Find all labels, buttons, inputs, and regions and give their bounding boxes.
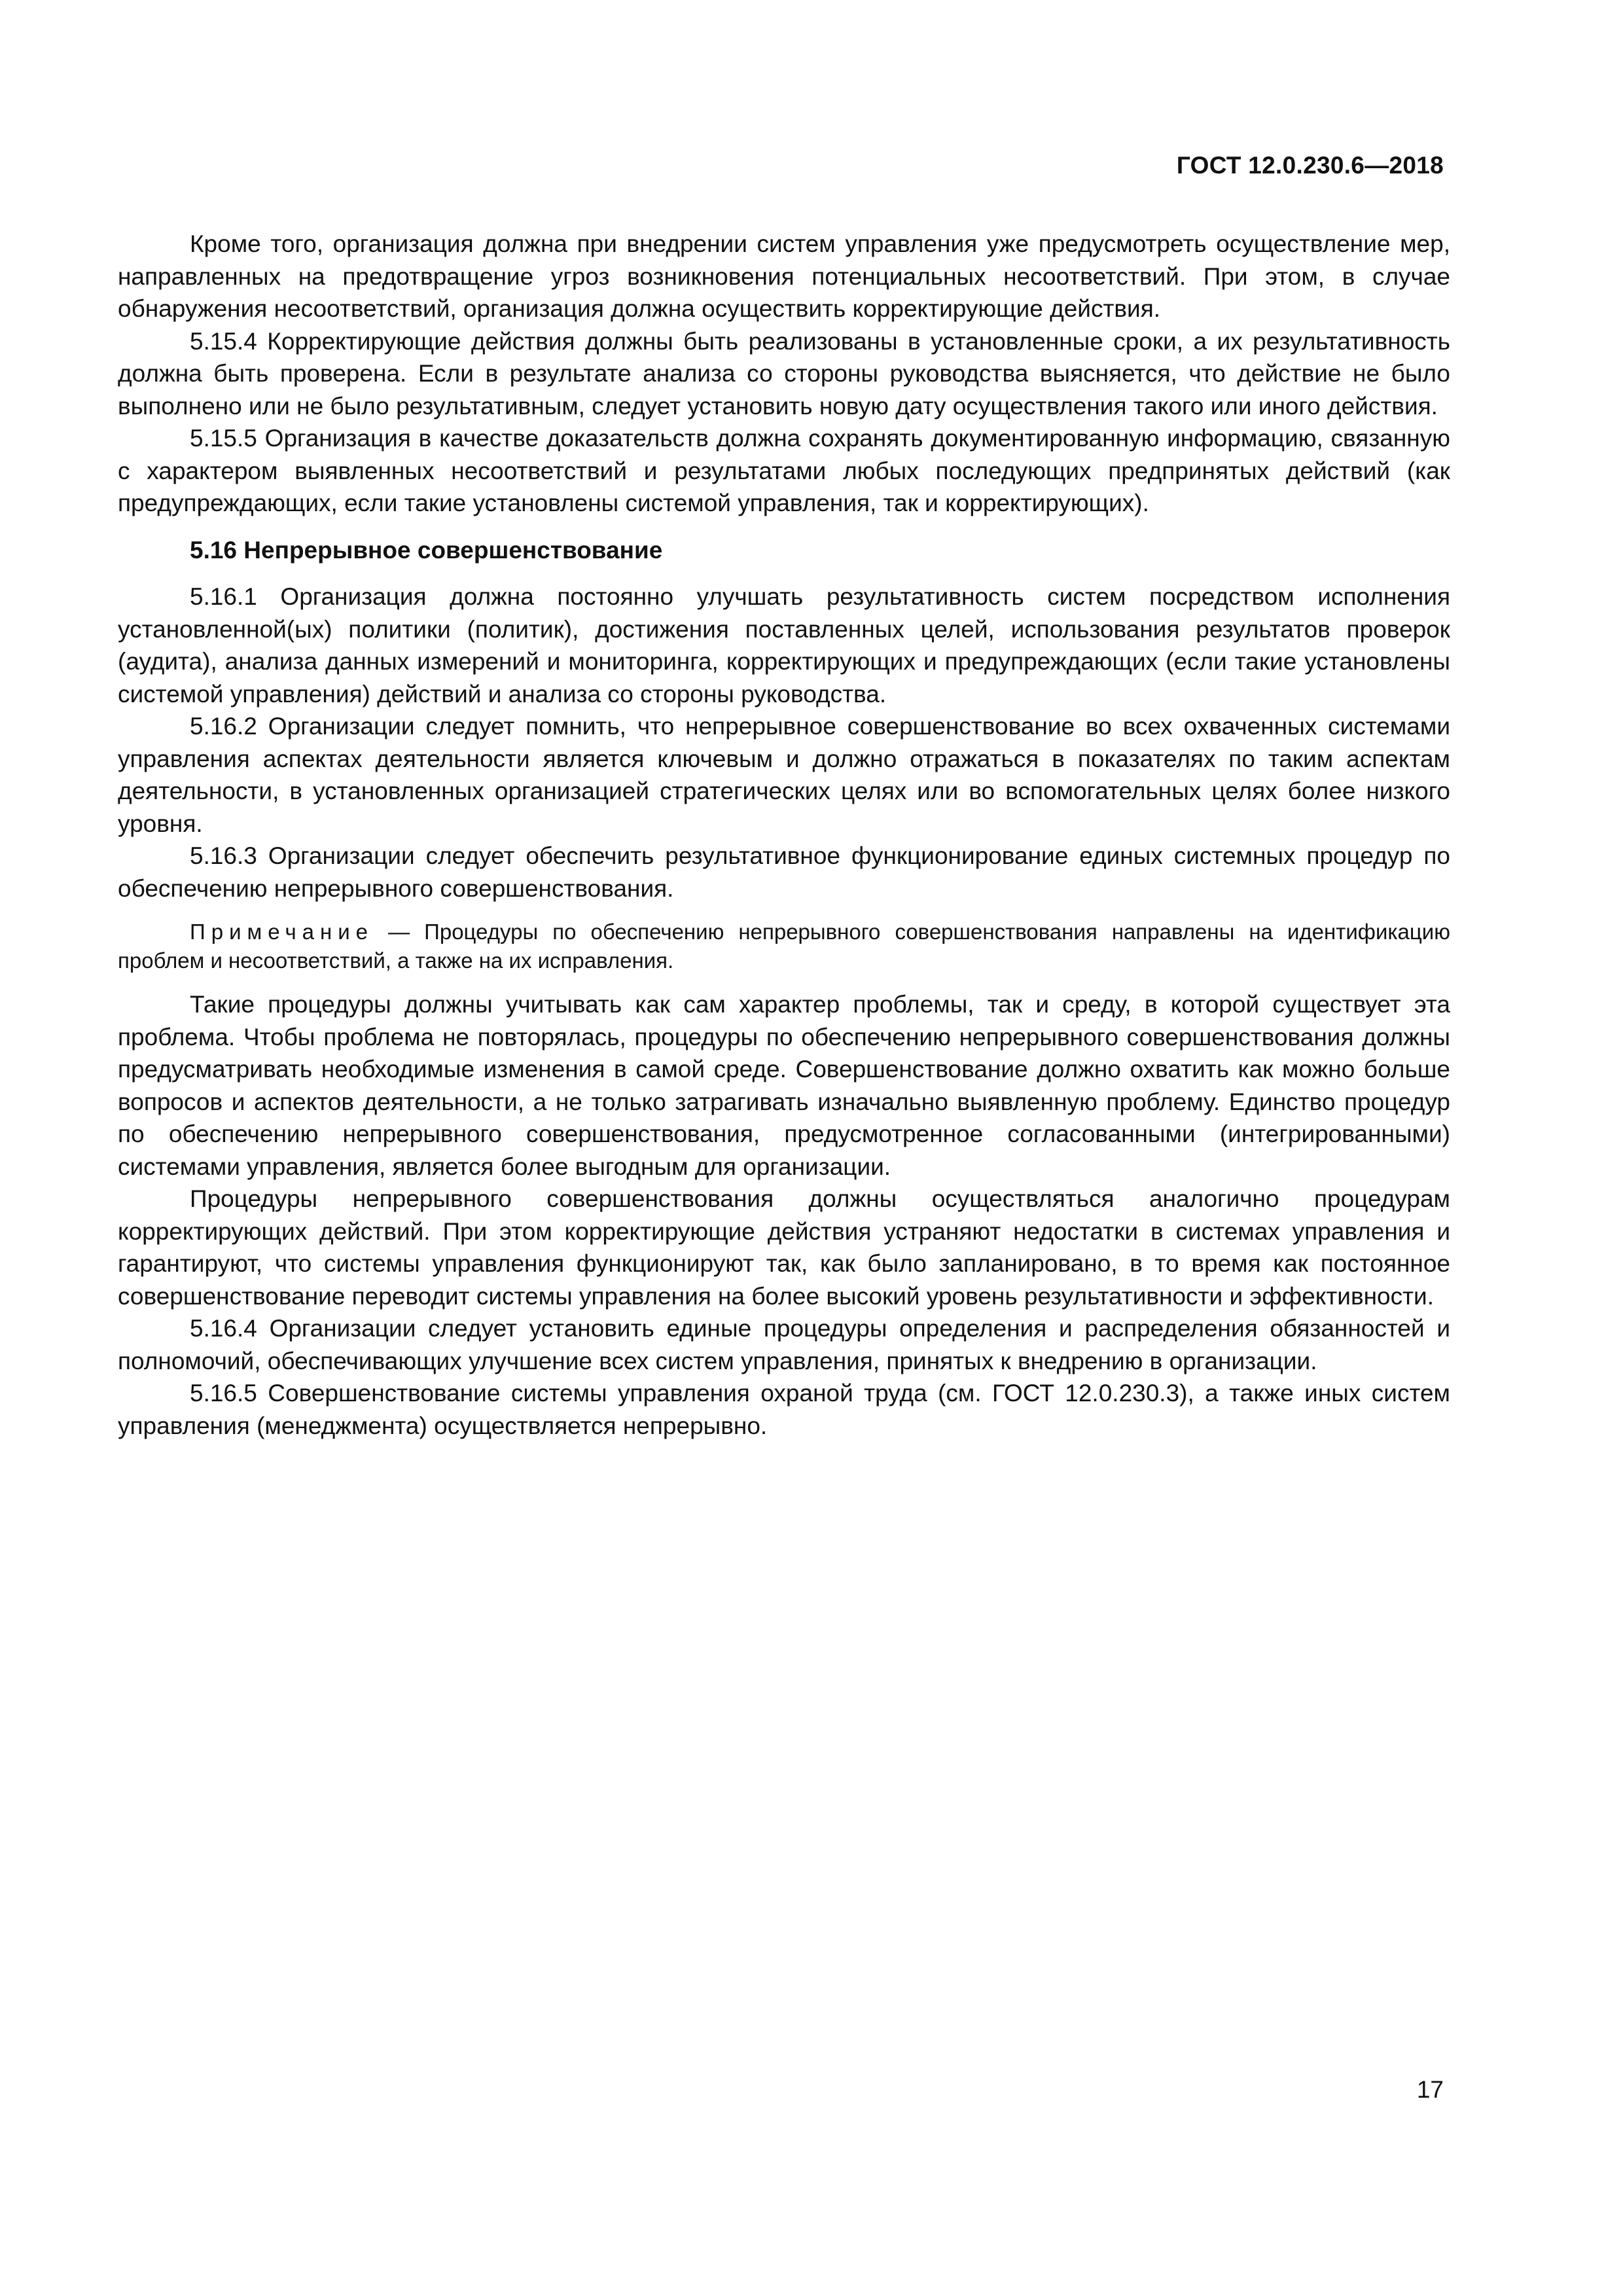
paragraph-5-16-5: 5.16.5 Совершенствование системы управления охраной труда (см. ГОСТ 12.0.230.3), а также иных систем управления (менеджмента) осуществляется непрерывно.: [118, 1380, 1450, 1439]
paragraph-5-16-3: 5.16.3 Организации следует обеспечить результативное функционирование единых системных процедур по обеспечению непрерывного совершенствования.: [118, 842, 1450, 902]
paragraph-5-15-4: 5.15.4 Корректирующие действия должны быть реализованы в установленные сроки, а их результативность должна быть проверена. Если в результате анализа со стороны руководства выясняется, что действие не было выполнено или не было результативным, следует установить новую дату осуществления такого или иного действия.: [118, 327, 1450, 420]
page-number: 17: [1416, 2076, 1444, 2103]
paragraph-5-16-2: 5.16.2 Организации следует помнить, что непрерывное совершенствование во всех охваченных системами управления аспектах деятельности является ключевым и должно отражаться в показателях по таким аспектам деятельности, в установленных организацией стратегических целях или во вспомогательных целях более низкого уровня.: [118, 713, 1450, 837]
paragraph-intro: Кроме того, организация должна при внедрении систем управления уже предусмотреть осуществление мер, направленных на предотвращение угроз возникновения потенциальных несоответствий. При этом, в случае обнаружения несоответствий, организация должна осуществить корректирующие действия.: [118, 230, 1450, 322]
paragraph-5-16-4: 5.16.4 Организации следует установить единые процедуры определения и распределения обязанностей и полномочий, обеспечивающих улучшение всех систем управления, принятых к внедрению в организации.: [118, 1315, 1450, 1374]
note-text: — Процедуры по обеспечению непрерывного совершенствования направлены на идентификацию проблем и несоответствий, а также на их исправления.: [118, 920, 1450, 973]
note-label: Примечание: [190, 920, 374, 944]
paragraph-procedures-corrective: Процедуры непрерывного совершенствования должны осуществляться аналогично процедурам корректирующих действий. При этом корректирующие действия устраняют недостатки в системах управления и гарантируют, что системы управления функционируют так, как было запланировано, в то время как постоянное совершенствование переводит системы управления на более высокий уровень результативности и эффективности.: [118, 1185, 1450, 1310]
paragraph-5-15-5: 5.15.5 Организация в качестве доказательств должна сохранять документированную информацию, связанную с характером выявленных несоответствий и результатами любых последующих предпринятых действий (как предупреждающих, если такие установлены системой управления, так и корректирующих).: [118, 425, 1450, 516]
section-heading-5-16: 5.16 Непрерывное совершенствование: [190, 536, 663, 564]
note: [118, 918, 1450, 975]
paragraph-procedures-nature: Такие процедуры должны учитывать как сам характер проблемы, так и среду, в которой существует эта проблема. Чтобы проблема не повторялась, процедуры по обеспечению непрерывного совершенствования должны предусматривать необходимые изменения в самой среде. Совершенствование должно охватить как можно больше вопросов и аспектов деятельности, а не только затрагивать изначально выявленную проблему. Единство процедур по обеспечению непрерывного совершенствования, предусмотренное согласованными (интегрированными) системами управления, является более выгодным для организации.: [118, 991, 1450, 1180]
document-code-header: ГОСТ 12.0.230.6—2018: [1176, 152, 1444, 179]
document-body: [118, 228, 1450, 1442]
paragraph-5-16-1: 5.16.1 Организация должна постоянно улучшать результативность систем посредством исполнения установленной(ых) политики (политик), достижения поставленных целей, использования результатов проверок (аудита), анализа данных измерений и мониторинга, корректирующих и предупреждающих (если такие установлены системой управления) действий и анализа со стороны руководства.: [118, 583, 1450, 708]
